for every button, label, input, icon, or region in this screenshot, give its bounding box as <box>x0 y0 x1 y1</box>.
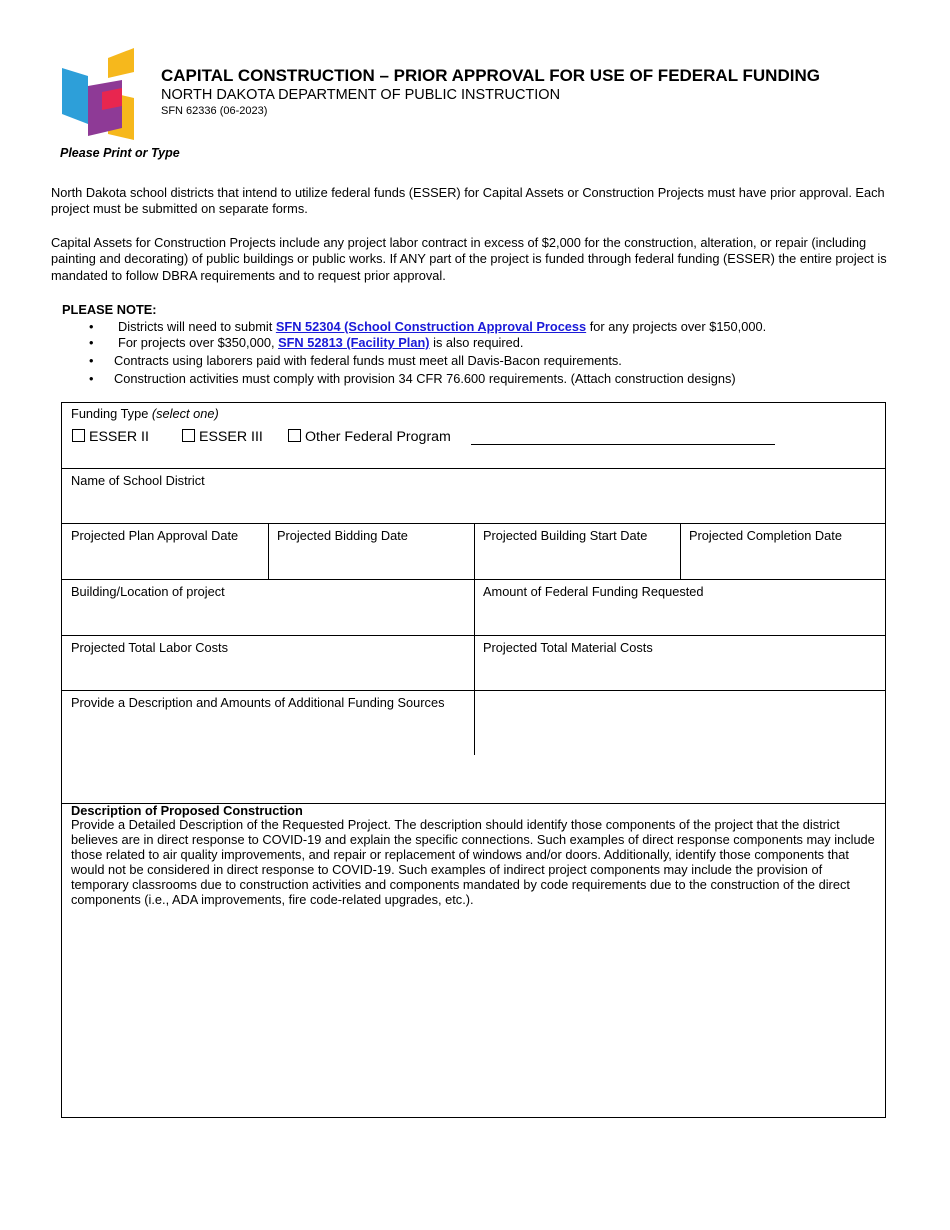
intro-paragraph-2: Capital Assets for Construction Projects include any project labor contract in excess of $2,000 for the construction, alteration, or repair (including painting and decorating) of public buildings or public works. If ANY part of the project is funded through federal funding (ESSER) the entire project is mandated to follow DBRA requirements and to request prior approval. <box>51 235 887 283</box>
other-program-checkbox[interactable] <box>288 429 301 442</box>
department-name: NORTH DAKOTA DEPARTMENT OF PUBLIC INSTRUCTION <box>161 87 561 103</box>
list-item <box>62 335 892 351</box>
material-costs-label: Projected Total Material Costs <box>483 640 653 655</box>
sfn-52304-link[interactable]: SFN 52304 (School Construction Approval Process <box>275 319 587 334</box>
other-program-option[interactable] <box>288 429 451 445</box>
district-field[interactable] <box>62 468 885 523</box>
intro-paragraph-1: North Dakota school districts that intend to utilize federal funds (ESSER) for Capital Assets or Construction Projects must have prior approval. Each project must be submitted on separate forms. <box>51 185 885 217</box>
note-text: Districts will need to submit <box>118 319 276 334</box>
other-program-input[interactable] <box>471 444 775 445</box>
list-item <box>62 370 892 388</box>
plan-approval-date-field[interactable] <box>62 523 268 579</box>
description-instructions: Provide a Detailed Description of the Requested Project. The description should identify those components of the project that the district believes are in direct response to COVID-19 and explain the specific connections. Such examples of direct response components may include those related to air quality improvements, and repair or replacement of windows and/or doors. Additionally, identify those components that would not be considered in direct response to COVID-19. Such examples of indirect project components may include the provision of temporary classrooms due to construction activities and components mandated by code requirements due to the construction of the direct components (i.e., ADA improvements, fire code-related upgrades, etc.). <box>71 817 875 908</box>
note-text: for any projects over $150,000. <box>586 319 767 334</box>
bidding-date-field[interactable] <box>268 523 474 579</box>
note-list <box>62 319 892 388</box>
logo-blue-shape <box>62 68 88 124</box>
bullet-icon: • <box>89 352 94 368</box>
esser-iii-option[interactable] <box>182 429 263 445</box>
plan-approval-date-label: Projected Plan Approval Date <box>71 528 239 543</box>
completion-date-field[interactable] <box>680 523 885 579</box>
application-form <box>61 402 886 1118</box>
location-field[interactable] <box>62 579 474 635</box>
esser-ii-checkbox[interactable] <box>72 429 85 442</box>
list-item <box>62 352 892 370</box>
labor-costs-label: Projected Total Labor Costs <box>71 640 228 655</box>
esser-ii-option[interactable] <box>72 429 149 445</box>
funding-type-hint: (select one) <box>151 406 219 421</box>
note-text: For projects over $350,000, <box>118 335 279 351</box>
completion-date-label: Projected Completion Date <box>689 528 842 543</box>
description-field[interactable] <box>62 803 885 1117</box>
funding-type-row <box>62 403 885 468</box>
print-instruction: Please Print or Type <box>60 146 180 160</box>
form-title: CAPITAL CONSTRUCTION – PRIOR APPROVAL FOR USE OF FEDERAL FUNDING <box>161 66 820 85</box>
location-label: Building/Location of project <box>71 584 225 599</box>
bullet-icon: • <box>89 370 94 386</box>
logo-yellow-shape <box>108 48 134 78</box>
bullet-icon: • <box>89 319 94 334</box>
bullet-icon: • <box>89 335 94 351</box>
esser-iii-checkbox[interactable] <box>182 429 195 442</box>
esser-iii-label: ESSER III <box>199 429 263 445</box>
list-item <box>62 319 892 335</box>
federal-amount-field[interactable] <box>474 579 885 635</box>
district-label: Name of School District <box>71 473 205 488</box>
bidding-date-label: Projected Bidding Date <box>277 528 408 543</box>
additional-funding-field[interactable] <box>62 690 885 803</box>
building-start-date-field[interactable] <box>474 523 680 579</box>
federal-amount-label: Amount of Federal Funding Requested <box>483 584 704 599</box>
labor-costs-field[interactable] <box>62 635 474 690</box>
note-item-3: Contracts using laborers paid with federal funds must meet all Davis-Bacon requirements. <box>114 352 622 368</box>
esser-ii-label: ESSER II <box>89 429 149 445</box>
material-costs-field[interactable] <box>474 635 885 690</box>
divider <box>680 523 681 579</box>
note-item-4: Construction activities must comply with provision 34 CFR 76.600 requirements. (Attach construction designs) <box>114 370 736 386</box>
additional-funding-label: Provide a Description and Amounts of Additional Funding Sources <box>71 695 445 710</box>
ndpi-logo <box>62 48 136 140</box>
funding-type-label <box>71 406 219 421</box>
building-start-date-label: Projected Building Start Date <box>483 528 648 543</box>
note-item-1 <box>118 319 766 335</box>
other-program-label: Other Federal Program <box>305 429 451 445</box>
form-number: SFN 62336 (06-2023) <box>161 105 268 117</box>
note-item-2 <box>118 335 523 351</box>
description-title: Description of Proposed Construction <box>71 803 303 818</box>
funding-type-text: Funding Type <box>71 406 152 421</box>
please-note-heading: PLEASE NOTE: <box>62 302 157 317</box>
note-text: is also required. <box>429 335 524 351</box>
sfn-52813-link[interactable]: SFN 52813 (Facility Plan) <box>278 335 430 351</box>
divider <box>268 523 269 579</box>
